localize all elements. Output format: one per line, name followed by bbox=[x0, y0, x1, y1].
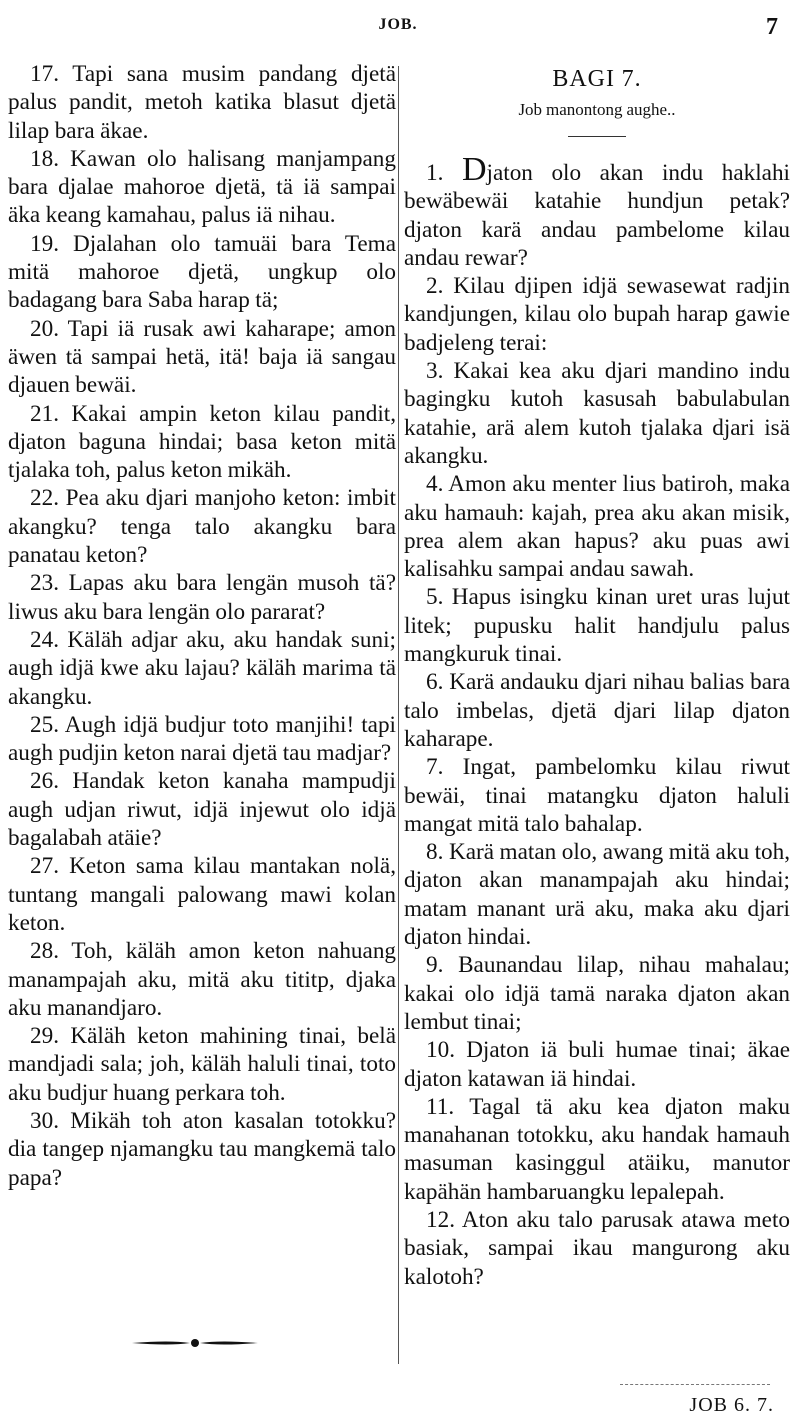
end-ornament bbox=[130, 1336, 260, 1350]
verse-5 bbox=[404, 583, 790, 668]
verse-24 bbox=[8, 626, 396, 711]
verse-number: 17. bbox=[30, 61, 59, 87]
verse-12 bbox=[404, 1206, 790, 1291]
verse-1 bbox=[404, 151, 790, 272]
verse-text: Ingat, pambelomku kilau riwut bewäi, tinai matangku djaton haluli mangat mitä talo bahalap. bbox=[404, 754, 790, 837]
verse-20 bbox=[8, 315, 396, 400]
verse-number: 23. bbox=[30, 570, 59, 597]
verse-text: Pea aku djari manjoho keton: imbit akangku? tenga talo akangku bara panatau keton? bbox=[8, 485, 397, 569]
verse-text: Aton aku talo parusak atawa meto basiak, sampai ikau mangurong aku kalotoh? bbox=[404, 1206, 791, 1290]
verse-number: 12. bbox=[426, 1206, 455, 1233]
verse-9 bbox=[404, 951, 790, 1036]
verse-text: Keton sama kilau mantakan nolä, tuntang mangali palowang mawi kolan keton. bbox=[8, 853, 397, 936]
verse-number: 30. bbox=[30, 1107, 59, 1134]
footer-reference: JOB 6. 7. bbox=[689, 1394, 774, 1416]
initial-letter: D bbox=[461, 151, 487, 188]
verse-22 bbox=[8, 484, 396, 569]
verse-text: Tapi sana musim pandang djetä palus pandit, metoh katika blasut djetä lilap bara äkae. bbox=[8, 61, 397, 144]
verse-text: Tagal tä aku kea djaton maku manahanan totokku, aku handak hamauh masuman kasinggul atäiku, manutor kapähän hambaruangku lepalepah. bbox=[404, 1093, 790, 1205]
verse-10 bbox=[404, 1036, 790, 1093]
verse-number: 24. bbox=[30, 626, 59, 653]
right-verse-list bbox=[404, 272, 790, 1291]
verse-text: Käläh adjar aku, aku handak suni; augh idjä kwe aku lajau? käläh marima tä akangku. bbox=[8, 626, 397, 710]
verse-number: 20. bbox=[30, 315, 59, 342]
verse-number: 19. bbox=[30, 230, 59, 257]
verse-text: Toh, käläh amon keton nahuang manampajah aku, mitä aku tititp, djaka aku manandjaro. bbox=[8, 938, 397, 1021]
ornament-left-flourish bbox=[132, 1342, 190, 1345]
verse-29 bbox=[8, 1022, 396, 1107]
verse-text: Hapus isingku kinan uret uras lujut litek; pupusku halit handjulu palus mangkuruk tinai. bbox=[404, 584, 791, 668]
verse-number: 29. bbox=[30, 1023, 59, 1050]
verse-28 bbox=[8, 937, 396, 1022]
verse-number: 3. bbox=[426, 358, 444, 385]
verse-number: 8. bbox=[426, 839, 444, 866]
verse-6 bbox=[404, 668, 790, 753]
left-column bbox=[8, 60, 396, 1192]
verse-number: 28. bbox=[30, 938, 59, 965]
verse-number: 7. bbox=[426, 754, 444, 781]
verse-number: 22. bbox=[30, 485, 59, 512]
column-divider bbox=[398, 66, 399, 1364]
verse-text: Baunandau lilap, nihau mahalau; kakai olo idjä tamä naraka djaton akan lembut tinai; bbox=[404, 952, 790, 1035]
verse-21 bbox=[8, 400, 396, 485]
verse-number: 18. bbox=[30, 145, 59, 172]
verse-23 bbox=[8, 569, 396, 626]
verse-25 bbox=[8, 711, 396, 768]
verse-text: Handak keton kanaha mampudji augh udjan riwut, idjä injewut olo idjä bagalabah atäie? bbox=[8, 768, 397, 852]
verse-number: 5. bbox=[426, 584, 444, 611]
verse-30 bbox=[8, 1107, 396, 1192]
chapter-heading: BAGI 7. bbox=[552, 66, 642, 92]
verse-number: 26. bbox=[30, 768, 59, 795]
verse-19 bbox=[8, 230, 396, 315]
verse-text: Kawan olo halisang manjampang bara djalae mahoroe djetä, tä iä sampai äka keang kamahau, palus iä nihau. bbox=[8, 145, 396, 229]
verse-text: Djalahan olo tamuäi bara Tema mitä mahoroe djetä, ungkup olo badagang bara Saba harap tä; bbox=[8, 230, 396, 314]
verse-number: 6. bbox=[426, 669, 444, 696]
verse-7 bbox=[404, 753, 790, 838]
verse-text: Kilau djipen idjä sewasewat radjin kandjungen, kilau olo bupah harap gawie badjeleng terai: bbox=[404, 273, 790, 356]
running-head bbox=[0, 14, 796, 40]
verse-text: jaton olo akan indu haklahi bewäbewäi katahie hundjun petak? djaton karä andau pambelome kilau andau rewar? bbox=[404, 160, 790, 271]
verse-8 bbox=[404, 838, 790, 951]
verse-text: Djaton iä buli humae tinai; äkae djaton katawan iä hindai. bbox=[404, 1037, 790, 1092]
verse-26 bbox=[8, 767, 396, 852]
verse-text: Karä andauku djari nihau balias bara talo imbelas, djetä djari lilap djaton kaharape. bbox=[404, 669, 791, 752]
verse-3 bbox=[404, 357, 790, 470]
verse-18 bbox=[8, 145, 396, 230]
verse-text: Tapi iä rusak awi kaharape; amon äwen tä sampai hetä, itä! baja iä sangau djauen bewäi. bbox=[8, 315, 397, 399]
verse-4 bbox=[404, 470, 790, 583]
footer-rule bbox=[620, 1384, 770, 1386]
ornament-center-dot bbox=[191, 1339, 199, 1347]
verse-text: Käläh keton mahining tinai, belä mandjadi sala; joh, käläh haluli tinai, toto aku budjur huang perkara toh. bbox=[8, 1023, 396, 1106]
ornament-right-flourish bbox=[200, 1342, 258, 1345]
verse-11 bbox=[404, 1093, 790, 1206]
verse-text: Amon aku menter lius batiroh, maka aku hamauh: kajah, prea aku akan misik, prea alem akan hapus? aku puas awi kalisahku sampai andau sawah. bbox=[404, 471, 790, 583]
verse-text: Kakai kea aku djari mandino indu bagingku kutoh kasusah babulabulan katahie, arä alem kutoh tjalaka djari isä akangku. bbox=[404, 358, 790, 469]
running-title: JOB. bbox=[378, 16, 418, 33]
verse-number: 21. bbox=[30, 400, 59, 427]
heading-rule bbox=[568, 136, 626, 137]
verse-27 bbox=[8, 852, 396, 937]
verse-number: 1. bbox=[426, 160, 444, 186]
verse-text: Kakai ampin keton kilau pandit, djaton baguna hindai; basa keton mitä tjalaka toh, palus keton mikäh. bbox=[8, 400, 396, 484]
verse-number: 11. bbox=[426, 1093, 455, 1120]
verse-text: Mikäh toh aton kasalan totokku? dia tangep njamangku tau mangkemä talo papa? bbox=[8, 1107, 396, 1191]
verse-17 bbox=[8, 60, 396, 145]
verse-number: 9. bbox=[426, 952, 444, 979]
page-number: 7 bbox=[766, 14, 778, 40]
verse-number: 27. bbox=[30, 853, 59, 880]
verse-number: 4. bbox=[426, 471, 444, 498]
chapter-summary: Job manontong aughe.. bbox=[518, 100, 676, 119]
verse-number: 25. bbox=[30, 711, 59, 738]
verse-text: Karä matan olo, awang mitä aku toh, djaton akan manampajah aku hindai; matam manant urä aku, maka aku djari djaton hindai. bbox=[404, 839, 791, 951]
verse-2 bbox=[404, 272, 790, 357]
verse-text: Lapas aku bara lengän musoh tä? liwus aku bara lengän olo pararat? bbox=[8, 570, 397, 625]
right-column bbox=[404, 60, 790, 1291]
verse-text: Augh idjä budjur toto manjihi! tapi augh pudjin keton narai djetä tau madjar? bbox=[8, 711, 396, 767]
verse-number: 10. bbox=[426, 1037, 455, 1064]
verse-number: 2. bbox=[426, 273, 444, 300]
